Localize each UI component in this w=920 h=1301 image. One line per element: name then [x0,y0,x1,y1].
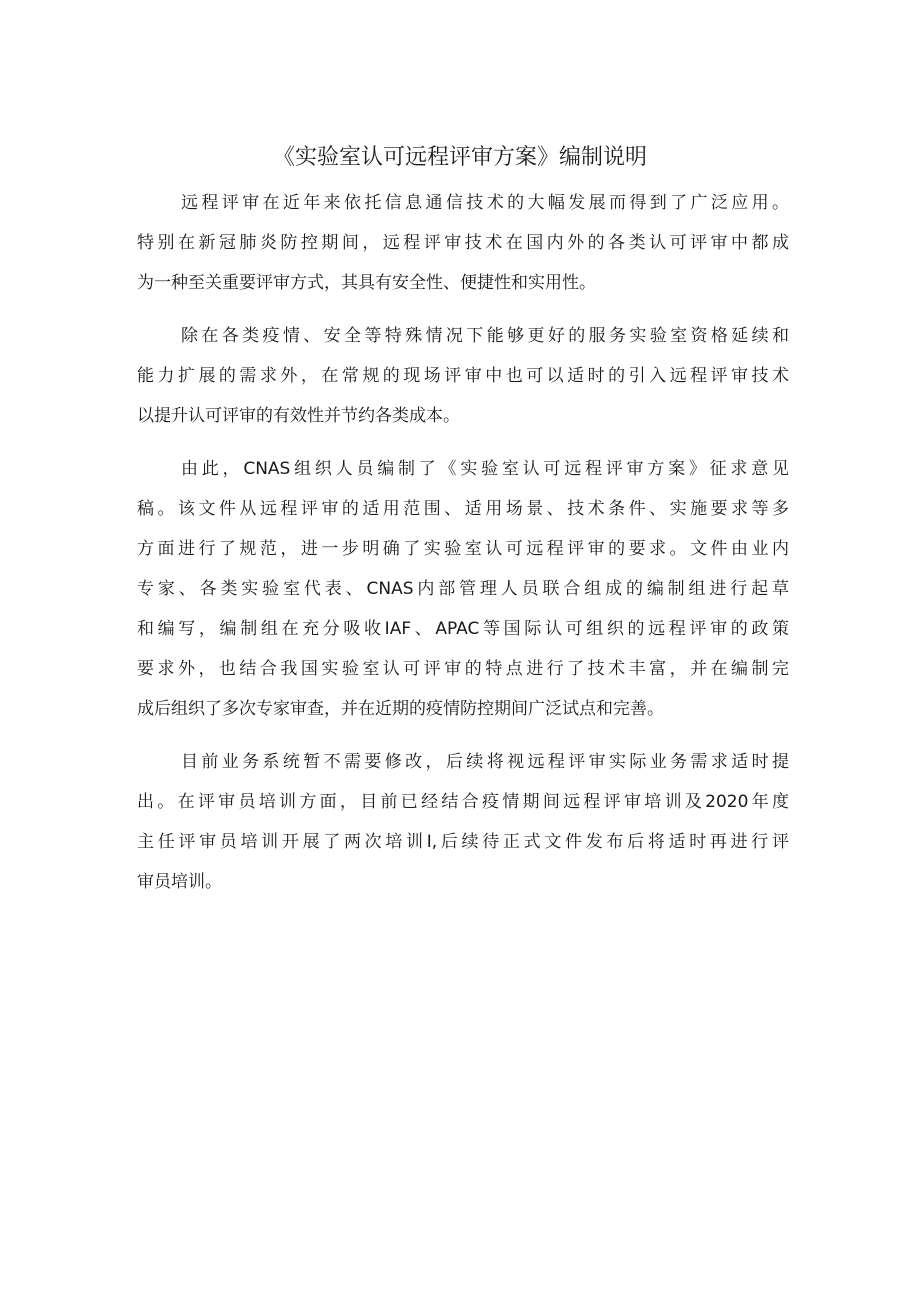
paragraph-line: 稿。该文件从远程评审的适用范围、适用场景、技术条件、实施要求等多 [137,499,789,519]
paragraph-2 [137,316,789,436]
paragraph-line: 出。在评审员培训方面，目前已经结合疫情期间远程评审培训及2020年度 [137,792,789,812]
paragraph-line: 除在各类疫情、安全等特殊情况下能够更好的服务实验室资格延续和 [181,326,789,346]
paragraph-line: 以提升认可评审的有效性并节约各类成本。 [137,406,460,426]
paragraph-line: 特别在新冠肺炎防控期间，远程评审技术在国内外的各类认可评审中都成 [137,233,789,253]
paragraph-line: 远程评审在近年来依托信息通信技术的大幅发展而得到了广泛应用。 [181,193,789,213]
paragraph-line: 成后组织了多次专家审查，并在近期的疫情防控期间广泛试点和完善。 [137,699,664,719]
paragraph-line: 能力扩展的需求外，在常规的现场评审中也可以适时的引入远程评审技术 [137,366,789,386]
paragraph-line: 为一种至关重要评审方式，其具有安全性、便捷性和实用性。 [137,273,596,293]
paragraph-line: 要求外，也结合我国实验室认可评审的特点进行了技术丰富，并在编制完 [137,659,789,679]
paragraph-line: 由此，CNAS组织人员编制了《实验室认可远程评审方案》征求意见 [181,459,789,479]
paragraph-line: 方面进行了规范，进一步明确了实验室认可远程评审的要求。文件由业内 [137,539,789,559]
paragraph-line: 主任评审员培训开展了两次培训I,后续待正式文件发布后将适时再进行评 [137,832,789,852]
paragraph-3 [137,449,789,729]
paragraph-line: 审员培训。 [137,872,222,892]
paragraph-4 [137,742,789,902]
paragraph-1 [137,183,789,303]
paragraph-line: 和编写，编制组在充分吸收IAF、APAC等国际认可组织的远程评审的政策 [137,619,789,639]
document-body [137,183,789,915]
paragraph-line: 目前业务系统暂不需要修改，后续将视远程评审实际业务需求适时提 [181,752,789,772]
paragraph-line: 专家、各类实验室代表、CNAS内部管理人员联合组成的编制组进行起草 [137,579,789,599]
document-title: 《实验室认可远程评审方案》编制说明 [272,145,647,170]
